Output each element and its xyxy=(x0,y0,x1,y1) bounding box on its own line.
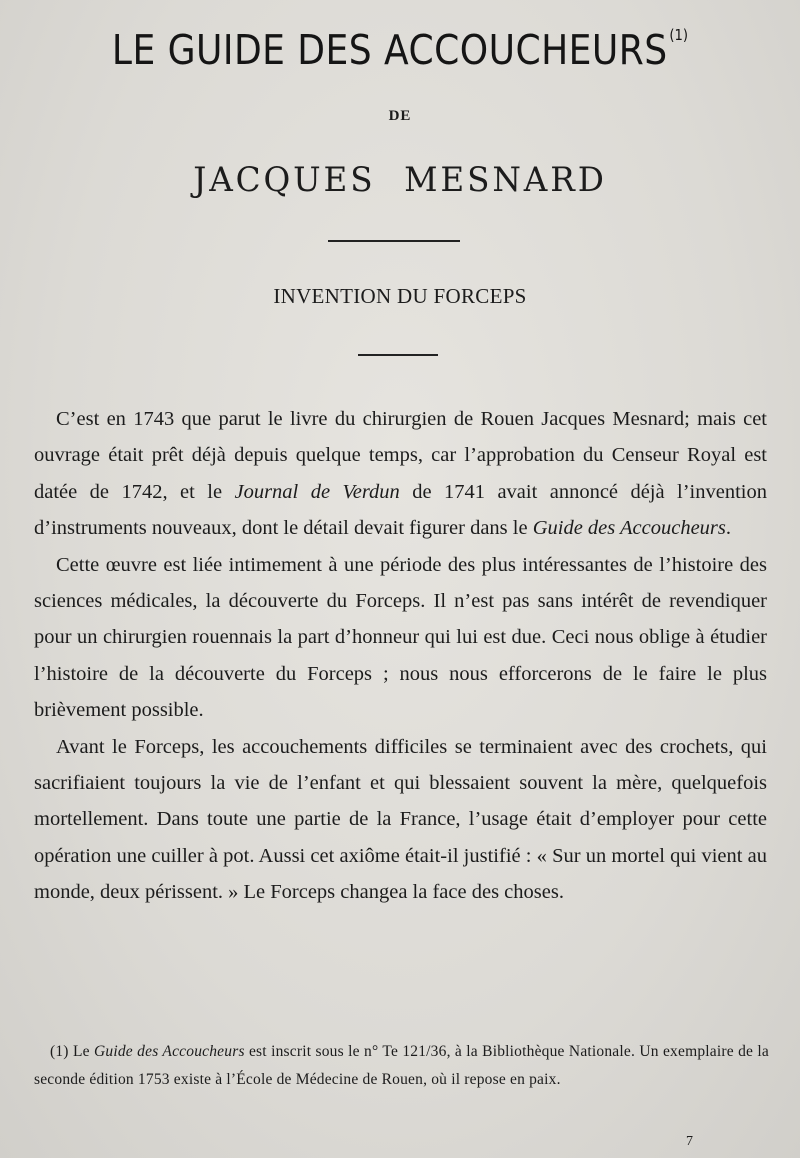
author-name: JACQUES MESNARD xyxy=(193,160,607,200)
paragraph-1-part-1: C’est en 1743 que parut le livre du chirurgien de Rouen Jacques Mesnard; mais cet ouvrage était prêt déjà depuis quelque temps, car l’approbation du Censeur Royal est datée de 1742, et le xyxy=(34,408,767,503)
footnote xyxy=(34,1038,769,1094)
preposition-de: DE xyxy=(388,108,412,124)
paragraph-1 xyxy=(34,401,767,547)
section-heading: INVENTION DU FORCEPS xyxy=(273,284,527,308)
paragraph-1-part-2: de 1741 avait annoncé déjà l’invention d’instruments nouveaux, dont le détail devait figurer dans le xyxy=(34,480,767,540)
body-text xyxy=(34,401,767,911)
footnote-part-2: est inscrit sous le n° Te 121/36, à la Bibliothèque Nationale. Un exemplaire de la seconde édition 1753 existe à l’École de Médecine de Rouen, où il repose en paix. xyxy=(34,1043,769,1088)
paragraph-1-part-3: . xyxy=(725,517,732,540)
page-title xyxy=(48,26,752,74)
journal-title: Journal de Verdun xyxy=(234,480,400,503)
footnote-book-title: Guide des Accoucheurs xyxy=(94,1043,245,1060)
paragraph-2: Cette œuvre est liée intimement à une période des plus intéressantes de l’histoire des sciences médicales, la découverte du Forceps. Il n’est pas sans intérêt de revendiquer pour un chirurgien rouennais la part d’honneur qui lui est due. Ceci nous oblige à étudier l’histoire de la découverte du Forceps ; nous nous efforcerons de le faire le plus brièvement possible. xyxy=(34,553,767,722)
book-title: Guide des Accoucheurs xyxy=(532,517,726,540)
footnote-part-1: (1) Le xyxy=(50,1043,94,1060)
footnote-text xyxy=(34,1038,769,1094)
divider-rule-top xyxy=(328,240,460,242)
title-footnote-ref: (1) xyxy=(669,26,689,44)
divider-rule-bottom xyxy=(358,354,438,356)
title-text: LE GUIDE DES ACCOUCHEURS xyxy=(111,26,668,74)
paragraph-3: Avant le Forceps, les accouchements difficiles se terminaient avec des crochets, qui sacrifiaient toujours la vie de l’enfant et qui blessaient souvent la mère, quelquefois mortellement. Dans toute une partie de la France, l’usage était d’employer pour cette opération une cuiller à pot. Aussi cet axiôme était-il justifié : « Sur un mortel qui vient au monde, deux périssent. » Le Forceps changea la face des choses. xyxy=(34,735,767,904)
page-number: 7 xyxy=(686,1134,693,1149)
